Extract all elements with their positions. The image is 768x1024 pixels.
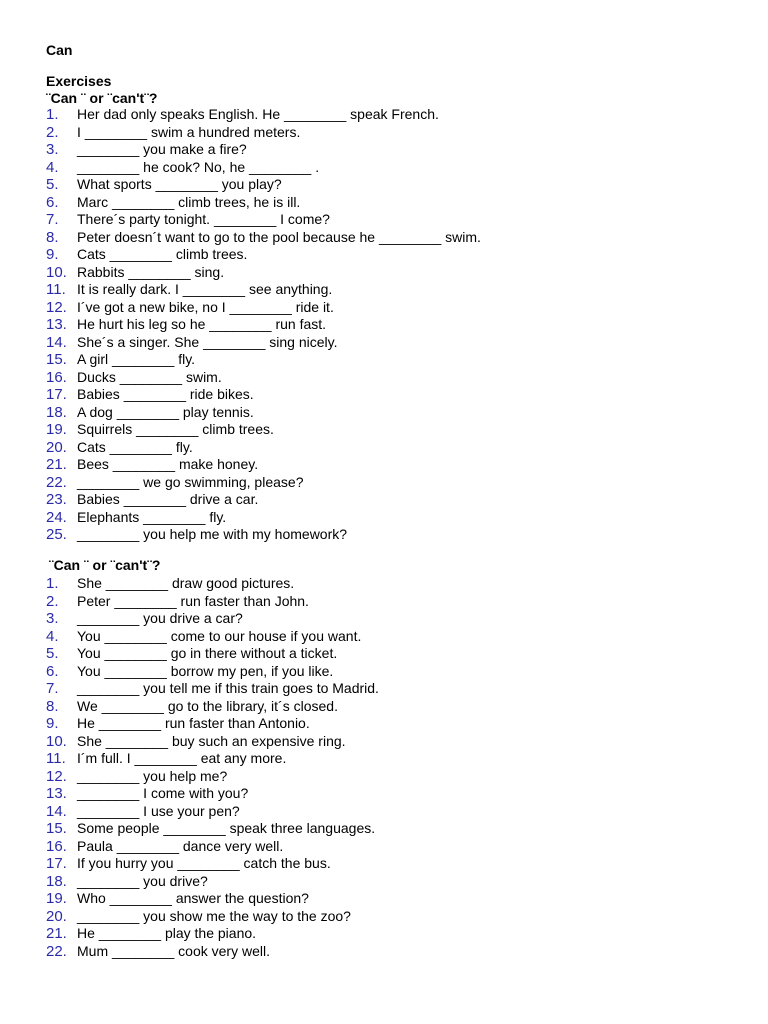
- item-number: 17.: [46, 855, 67, 872]
- item-text: It is really dark. I ________ see anything.: [77, 281, 333, 297]
- list-item: [46, 628, 379, 646]
- list-item: [46, 803, 379, 821]
- item-number: 4.: [46, 627, 59, 645]
- list-item: [46, 715, 379, 733]
- item-number: 1.: [46, 106, 59, 123]
- item-number: 5.: [46, 645, 59, 662]
- item-number: 11.: [46, 750, 66, 767]
- item-text: Who ________ answer the question?: [77, 890, 309, 906]
- document-title: Can: [46, 42, 73, 58]
- item-number: 17.: [46, 386, 67, 403]
- item-number: 16.: [46, 837, 67, 855]
- item-number: 7.: [46, 211, 59, 228]
- list-item: [46, 526, 481, 544]
- list-item: [46, 593, 379, 611]
- list-item: [46, 820, 379, 838]
- item-text: Some people ________ speak three languages.: [77, 820, 376, 836]
- list-item: [46, 264, 481, 282]
- list-item: [46, 404, 481, 422]
- list-item: [46, 645, 379, 663]
- item-text: Squirrels ________ climb trees.: [77, 421, 274, 437]
- item-number: 2.: [46, 123, 59, 141]
- item-text: ________ he cook? No, he ________ .: [77, 158, 320, 175]
- item-text: Her dad only speaks English. He ________ speak French.: [77, 106, 439, 122]
- list-item: [46, 855, 379, 873]
- list-item: [46, 908, 379, 926]
- section-heading: Exercises: [46, 73, 112, 89]
- list-item: [46, 421, 481, 439]
- list-item: [46, 351, 481, 369]
- item-number: 18.: [46, 872, 67, 890]
- list-item: [46, 943, 379, 961]
- list-item: [46, 838, 379, 856]
- item-text: A girl ________ fly.: [77, 351, 196, 367]
- item-text: I´m full. I ________ eat any more.: [77, 750, 287, 766]
- item-text: What sports ________ you play?: [77, 176, 282, 192]
- exercise-2-list: [46, 575, 379, 960]
- list-item: [46, 229, 481, 247]
- item-text: ________ you make a fire?: [77, 141, 247, 157]
- list-item: [46, 733, 379, 751]
- item-text: Marc ________ climb trees, he is ill.: [77, 193, 301, 210]
- list-item: [46, 106, 481, 124]
- list-item: [46, 698, 379, 716]
- item-text: Elephants ________ fly.: [77, 508, 227, 525]
- item-text: He ________ run faster than Antonio.: [77, 715, 310, 731]
- item-number: 11.: [46, 281, 66, 298]
- item-number: 6.: [46, 193, 59, 211]
- list-item: [46, 176, 481, 194]
- item-number: 7.: [46, 680, 59, 697]
- item-number: 12.: [46, 767, 67, 785]
- list-item: [46, 386, 481, 404]
- list-item: [46, 141, 481, 159]
- item-text: If you hurry you ________ catch the bus.: [77, 855, 331, 871]
- item-number: 8.: [46, 228, 59, 246]
- item-number: 3.: [46, 141, 59, 158]
- item-text: We ________ go to the library, it´s closed.: [77, 697, 338, 714]
- item-text: ________ I come with you?: [77, 785, 249, 801]
- item-number: 5.: [46, 176, 59, 193]
- item-number: 10.: [46, 732, 67, 750]
- item-text: Babies ________ drive a car.: [77, 491, 259, 507]
- item-text: You ________ go in there without a ticket.: [77, 645, 338, 661]
- item-text: ________ you drive?: [77, 872, 208, 889]
- item-number: 25.: [46, 526, 67, 543]
- item-number: 24.: [46, 508, 67, 526]
- item-number: 22.: [46, 942, 67, 960]
- item-number: 13.: [46, 316, 67, 333]
- item-number: 20.: [46, 907, 67, 925]
- item-text: ________ you help me with my homework?: [77, 526, 348, 542]
- list-item: [46, 211, 481, 229]
- list-item: [46, 575, 379, 593]
- item-number: 2.: [46, 592, 59, 610]
- list-item: [46, 785, 379, 803]
- item-number: 14.: [46, 802, 67, 820]
- item-text: Bees ________ make honey.: [77, 456, 259, 472]
- list-item: [46, 750, 379, 768]
- item-text: Rabbits ________ sing.: [77, 263, 225, 280]
- item-text: ________ I use your pen?: [77, 802, 240, 819]
- item-text: ________ you drive a car?: [77, 610, 243, 626]
- exercise-1-list: [46, 106, 481, 544]
- item-number: 9.: [46, 246, 59, 263]
- item-number: 9.: [46, 715, 59, 732]
- item-text: You ________ come to our house if you want.: [77, 627, 362, 644]
- item-number: 18.: [46, 403, 67, 421]
- item-text: Ducks ________ swim.: [77, 368, 222, 385]
- list-item: [46, 194, 481, 212]
- list-item: [46, 281, 481, 299]
- item-number: 10.: [46, 263, 67, 281]
- item-text: ________ you tell me if this train goes to Madrid.: [77, 680, 379, 696]
- list-item: [46, 246, 481, 264]
- item-number: 3.: [46, 610, 59, 627]
- item-number: 23.: [46, 491, 67, 508]
- item-text: She´s a singer. She ________ sing nicely.: [77, 333, 338, 350]
- item-number: 12.: [46, 298, 67, 316]
- item-number: 4.: [46, 158, 59, 176]
- item-text: ________ you show me the way to the zoo?: [77, 907, 351, 924]
- item-text: You ________ borrow my pen, if you like.: [77, 662, 334, 679]
- item-number: 21.: [46, 456, 67, 473]
- list-item: [46, 509, 481, 527]
- item-number: 22.: [46, 473, 67, 491]
- list-item: [46, 474, 481, 492]
- item-number: 19.: [46, 890, 67, 907]
- item-text: I´ve got a new bike, no I ________ ride it.: [77, 298, 334, 315]
- list-item: [46, 439, 481, 457]
- list-item: [46, 680, 379, 698]
- list-item: [46, 890, 379, 908]
- list-item: [46, 299, 481, 317]
- item-number: 1.: [46, 575, 59, 592]
- item-text: Babies ________ ride bikes.: [77, 386, 254, 402]
- item-number: 15.: [46, 351, 67, 368]
- item-text: I ________ swim a hundred meters.: [77, 123, 301, 140]
- item-text: He ________ play the piano.: [77, 925, 257, 941]
- item-number: 6.: [46, 662, 59, 680]
- exercise-1-instruction: ¨Can ¨ or ¨can't¨?: [46, 90, 158, 106]
- item-text: She ________ buy such an expensive ring.: [77, 732, 346, 749]
- item-number: 14.: [46, 333, 67, 351]
- item-text: ________ we go swimming, please?: [77, 473, 304, 490]
- item-text: He hurt his leg so he ________ run fast.: [77, 316, 327, 332]
- item-number: 21.: [46, 925, 67, 942]
- list-item: [46, 491, 481, 509]
- item-text: ________ you help me?: [77, 767, 228, 784]
- item-number: 20.: [46, 438, 67, 456]
- exercise-2-instruction: ¨Can ¨ or ¨can't¨?: [49, 557, 161, 573]
- item-number: 19.: [46, 421, 67, 438]
- list-item: [46, 334, 481, 352]
- item-text: Peter doesn´t want to go to the pool because he ________ swim.: [77, 228, 481, 245]
- list-item: [46, 925, 379, 943]
- item-text: There´s party tonight. ________ I come?: [77, 211, 330, 227]
- list-item: [46, 369, 481, 387]
- list-item: [46, 124, 481, 142]
- list-item: [46, 456, 481, 474]
- list-item: [46, 768, 379, 786]
- item-text: Cats ________ climb trees.: [77, 246, 248, 262]
- list-item: [46, 316, 481, 334]
- item-text: Cats ________ fly.: [77, 438, 193, 455]
- item-number: 13.: [46, 785, 67, 802]
- item-text: A dog ________ play tennis.: [77, 403, 254, 420]
- item-text: Paula ________ dance very well.: [77, 837, 284, 854]
- list-item: [46, 663, 379, 681]
- item-text: Peter ________ run faster than John.: [77, 592, 309, 609]
- list-item: [46, 159, 481, 177]
- list-item: [46, 610, 379, 628]
- item-number: 15.: [46, 820, 67, 837]
- item-number: 16.: [46, 368, 67, 386]
- item-text: She ________ draw good pictures.: [77, 575, 295, 591]
- item-number: 8.: [46, 697, 59, 715]
- list-item: [46, 873, 379, 891]
- item-text: Mum ________ cook very well.: [77, 942, 270, 959]
